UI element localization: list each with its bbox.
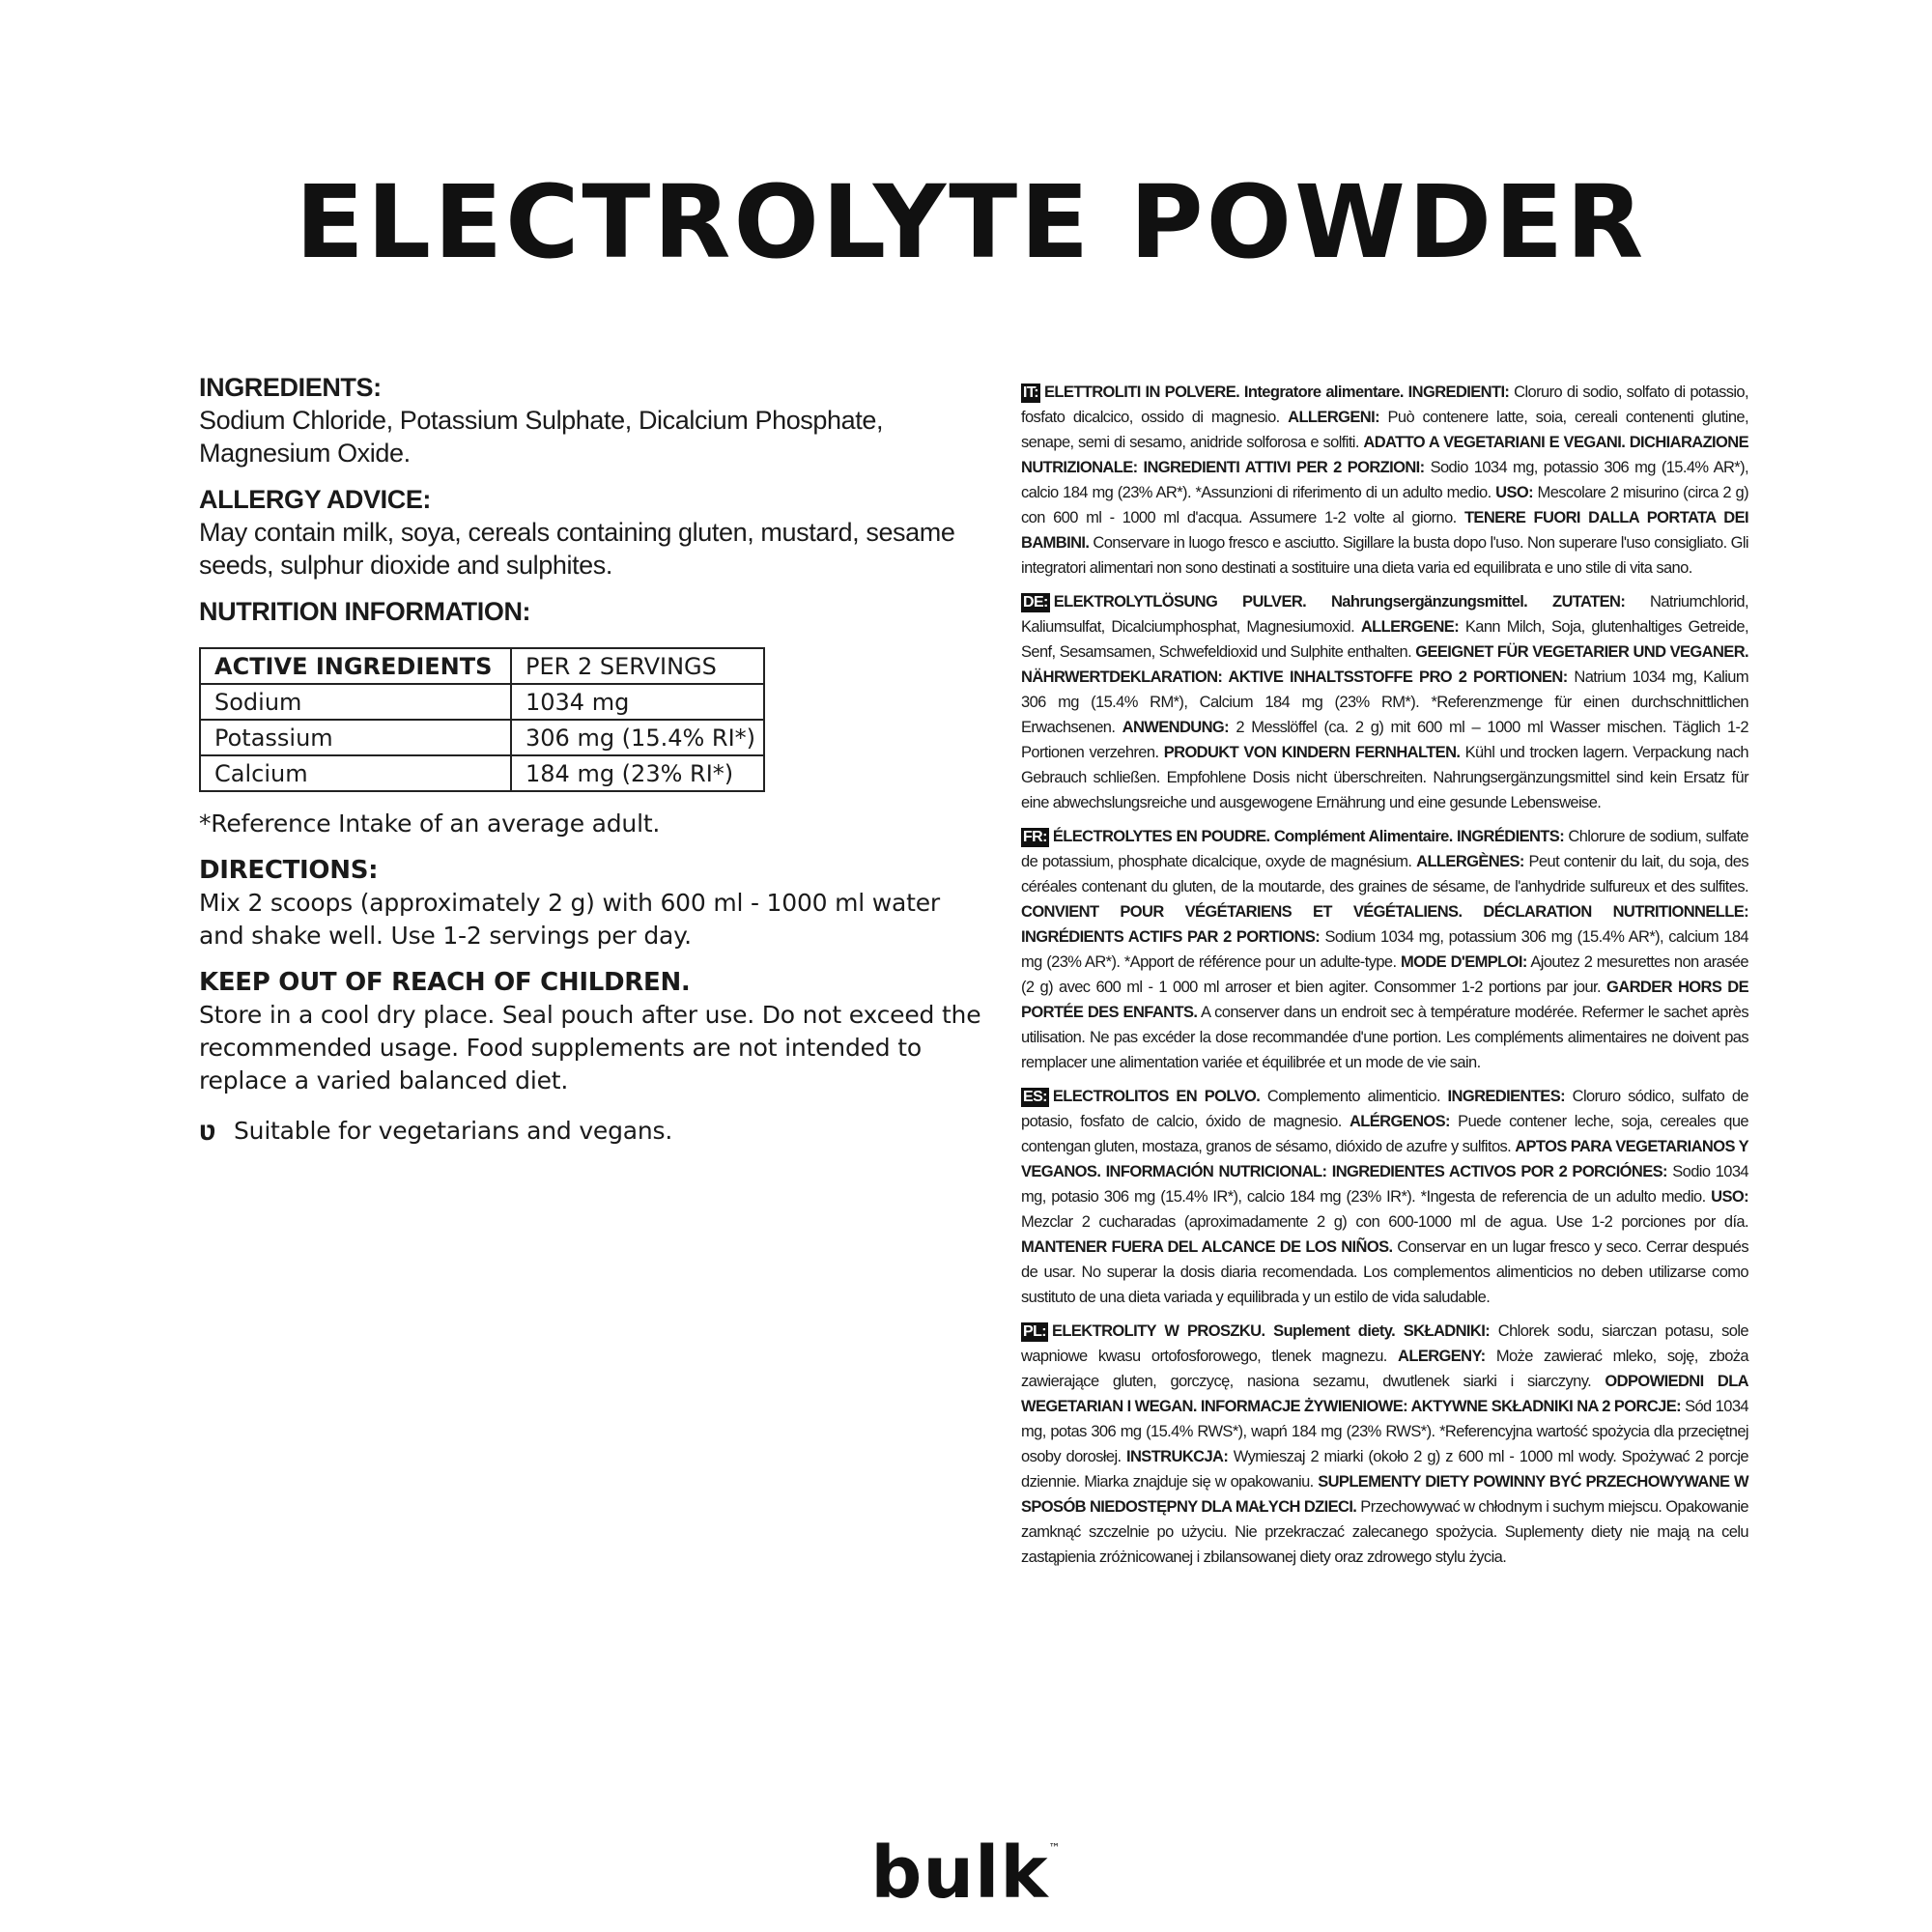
translation-bold-text: ELETTROLITI IN POLVERE. Integratore alimentare. INGREDIENTI: <box>1043 384 1510 401</box>
nutrition-table <box>199 647 765 792</box>
translation-bold-text: ELECTROLITOS EN POLVO. <box>1052 1088 1261 1105</box>
ingredients-text: Sodium Chloride, Potassium Sulphate, Dicalcium Phosphate, Magnesium Oxide. <box>199 406 884 468</box>
translation-bold-text: ALLERGÈNES: <box>1416 853 1524 870</box>
translation-bold-text: CONVIENT POUR VÉGÉTARIENS ET VÉGÉTALIENS. DÉCLARATION NUTRITIONNELLE: INGRÉDIENTS ACTIFS PAR 2 PORTIONS: <box>1021 903 1748 946</box>
translation-text: Peut contenir du lait, du soja, des céréales contenant du gluten, de la moutarde, des graines de sésame, de l'anhydride sulfureux et des sulfites. <box>1021 853 1748 895</box>
translation-fr <box>1021 824 1748 1075</box>
table-cell: 184 mg (23% RI*) <box>511 755 764 791</box>
language-code-badge: IT: <box>1023 384 1038 401</box>
english-label-column <box>199 371 987 1148</box>
translation-text: Kann Milch, Soja, glutenhaltiges Getreide, Senf, Sesamsamen, Schwefeldioxid und Sulphite enthalten. <box>1021 618 1748 661</box>
directions-heading: DIRECTIONS: <box>199 856 379 885</box>
translation-text: Mezclar 2 cucharadas (aproximadamente 2 g) con 600-1000 ml de agua. Use 1-2 porciones por día. <box>1021 1213 1748 1231</box>
table-header-cell: ACTIVE INGREDIENTS <box>200 648 511 684</box>
translation-text: Natrium 1034 mg, Kalium 306 mg (15.4% RM*), Calcium 184 mg (23% RM*). *Referenzmenge für einen durchschnittlichen Erwachsenen. <box>1021 668 1748 736</box>
allergy-text: May contain milk, soya, cereals containing gluten, mustard, sesame seeds, sulphur dioxide and sulphites. <box>199 518 955 580</box>
translation-bold-text: GARDER HORS DE PORTÉE DES ENFANTS. <box>1021 979 1748 1021</box>
table-cell: 306 mg (15.4% RI*) <box>511 720 764 755</box>
translation-bold-text: INSTRUKCJA: <box>1126 1448 1229 1465</box>
translation-it <box>1021 380 1748 581</box>
vegan-notice <box>199 1115 987 1148</box>
table-row <box>200 720 764 755</box>
translation-bold-text: ELEKTROLITY W PROSZKU. Suplement diety. SKŁADNIKI: <box>1051 1322 1491 1340</box>
translation-bold-text: SUPLEMENTY DIETY POWINNY BYĆ PRZECHOWYWANE W SPOSÓB NIEDOSTĘPNY DLA MAŁYCH DZIECI. <box>1021 1473 1748 1516</box>
translation-text: Mescolare 2 misurino (circa 2 g) con 600 ml - 1000 ml d'acqua. Assumere 1-2 volte al giorno. <box>1021 484 1748 526</box>
vegan-leaf-icon: ʋ <box>199 1115 216 1147</box>
translation-text: Cloruro di sodio, solfato di potassio, fosfato dicalcico, ossido di magnesio. <box>1021 384 1748 426</box>
directions-text: Mix 2 scoops (approximately 2 g) with 600 ml - 1000 ml water and shake well. Use 1-2 servings per day. <box>199 889 940 950</box>
translation-bold-text: MODE D'EMPLOI: <box>1400 953 1527 971</box>
translation-bold-text: ADATTO A VEGETARIANI E VEGANI. DICHIARAZIONE NUTRIZIONALE: INGREDIENTI ATTIVI PER 2 PORZIONI: <box>1021 434 1748 476</box>
translation-text: Może zawierać mleko, soję, zboża zawierające gluten, gorczycę, nasiona sezamu, dwutlenek siarki i siarczyny. <box>1021 1348 1748 1390</box>
translation-text: Sód 1034 mg, potas 306 mg (15.4% RWS*), wapń 184 mg (23% RWS*). *Referencyjna wartość spożycia dla przeciętnej osoby dorosłej. <box>1021 1398 1748 1465</box>
allergy-heading: ALLERGY ADVICE: <box>199 485 432 514</box>
table-cell: Calcium <box>200 755 511 791</box>
translation-bold-text: ALERGENY: <box>1398 1348 1486 1365</box>
translation-bold-text: ANWENDUNG: <box>1122 719 1230 736</box>
translation-text: Conservare in luogo fresco e asciutto. Sigillare la busta dopo l'uso. Non superare l'uso consigliato. Gli integratori alimentari non sono destinati a sostituire una dieta varia ed equilibrata e uno stile di vita sano. <box>1021 534 1748 577</box>
translation-text: Puede contener leche, soja, cereales que contengan gluten, mostaza, granos de sésamo, dióxido de azufre y sulfitos. <box>1021 1113 1748 1155</box>
language-code-badge: FR: <box>1023 829 1047 845</box>
translation-text: Conservar en un lugar fresco y seco. Cerrar después de usar. No superar la dosis diaria recomendada. Los complementos alimenticios no deben utilizarse como sustituto de una dieta variada y equilibrada y un estilo de vida saludable. <box>1021 1238 1748 1306</box>
translation-text: Cloruro sódico, sulfato de potasio, fosfato de calcio, óxido de magnesio. <box>1021 1088 1748 1130</box>
storage-text: Store in a cool dry place. Seal pouch after use. Do not exceed the recommended usage. Food supplements are not intended to replace a varied balanced diet. <box>199 1001 981 1094</box>
translation-text: Przechowywać w chłodnym i suchym miejscu. Opakowanie zamknąć szczelnie po użyciu. Nie przekraczać zalecanego spożycia. Suplementy diety nie mają na celu zastąpienia zróżnicowanej i zbilansowanej diety oraz zdrowego stylu życia. <box>1021 1498 1748 1566</box>
translation-bold-text: USO: <box>1711 1188 1748 1206</box>
trademark-symbol: ™ <box>1048 1841 1062 1855</box>
language-code-badge: ES: <box>1023 1089 1047 1105</box>
translation-bold-text: ALLERGENI: <box>1288 409 1379 426</box>
translation-bold-text: ALÉRGENOS: <box>1349 1113 1450 1130</box>
translation-text: Ajoutez 2 mesurettes non arasée (2 g) avec 600 ml - 1 000 ml arroser et bien agiter. Consommer 1-2 portions par jour. <box>1021 953 1748 996</box>
brand-logo <box>0 1832 1932 1915</box>
translation-bold-text: GEEIGNET FÜR VEGETARIER UND VEGANER. NÄHRWERTDEKLARATION: AKTIVE INHALTSSTOFFE PRO 2 PORTIONEN: <box>1021 643 1748 686</box>
table-row <box>200 684 764 720</box>
translation-bold-text: APTOS PARA VEGETARIANOS Y VEGANOS. INFORMACIÓN NUTRICIONAL: INGREDIENTES ACTIVOS POR 2 PORCIÓNES: <box>1021 1138 1748 1180</box>
translation-text: A conserver dans un endroit sec à température modérée. Refermer le sachet après utilisation. Ne pas excéder la dose recommandée d'une portion. Les compléments alimentaires ne doivent pas remplacer une alimentation variée et équilibrée et un mode de vie sain. <box>1021 1004 1748 1071</box>
table-header-row <box>200 648 764 684</box>
translation-bold-text: PRODUKT VON KINDERN FERNHALTEN. <box>1163 744 1461 761</box>
reference-note: *Reference Intake of an average adult. <box>199 810 661 838</box>
language-code-badge: PL: <box>1023 1323 1046 1340</box>
translation-bold-text: MANTENER FUERA DEL ALCANCE DE LOS NIÑOS. <box>1021 1238 1393 1256</box>
translation-text: Chlorek sodu, siarczan potasu, sole wapniowe kwasu ortofosforowego, tlenek magnezu. <box>1021 1322 1748 1365</box>
vegan-text: Suitable for vegetarians and vegans. <box>234 1117 673 1145</box>
translation-text: 2 Messlöffel (ca. 2 g) mit 600 ml – 1000 ml Wasser mischen. Täglich 1-2 Portionen verzehren. <box>1021 719 1749 761</box>
translation-bold-text: ELEKTROLYTLÖSUNG PULVER. Nahrungsergänzungsmittel. ZUTATEN: <box>1053 593 1626 611</box>
translation-text: Wymieszaj 2 miarki (około 2 g) z 600 ml - 1000 ml wody. Spożywać 2 porcje dziennie. Miarka znajduje się w opakowaniu. <box>1021 1448 1748 1491</box>
translation-text: Kühl und trocken lagern. Verpackung nach Gebrauch schließen. Empfohlene Dosis nicht überschreiten. Nahrungsergänzungsmittel sind kein Ersatz für eine abwechslungsreiche und ausgewogene Ernährung und eine gesunde Lebensweise. <box>1021 744 1748 811</box>
translation-text: Sodium 1034 mg, potassium 306 mg (15.4% AR*), calcium 184 mg (23% AR*). *Apport de référence pour un adulte-type. <box>1021 928 1748 971</box>
table-cell: 1034 mg <box>511 684 764 720</box>
table-row <box>200 755 764 791</box>
translation-pl <box>1021 1319 1748 1570</box>
table-header-cell: PER 2 SERVINGS <box>511 648 764 684</box>
table-cell: Potassium <box>200 720 511 755</box>
translation-bold-text: ÉLECTROLYTES EN POUDRE. Complément Alimentaire. INGRÉDIENTS: <box>1052 828 1565 845</box>
translation-text: Chlorure de sodium, sulfate de potassium, phosphate dicalcique, oxyde de magnésium. <box>1021 828 1749 870</box>
translation-bold-text: ODPOWIEDNI DLA WEGETARIAN I WEGAN. INFORMACJE ŻYWIENIOWE: AKTYWNE SKŁADNIKI NA 2 PORCJE: <box>1021 1373 1748 1415</box>
nutrition-heading: NUTRITION INFORMATION: <box>199 597 531 626</box>
language-code-badge: DE: <box>1023 594 1048 611</box>
translation-text: Natriumchlorid, Kaliumsulfat, Dicalciumphosphat, Magnesiumoxid. <box>1021 593 1748 636</box>
translation-es <box>1021 1084 1748 1310</box>
page-title: ELECTROLYTE POWDER <box>295 163 1647 281</box>
translation-text: Complemento alimenticio. <box>1260 1088 1448 1105</box>
translation-bold-text: USO: <box>1495 484 1533 501</box>
translation-de <box>1021 589 1748 815</box>
translation-bold-text: INGREDIENTES: <box>1447 1088 1566 1105</box>
translations-column <box>1021 380 1748 1578</box>
translation-bold-text: ALLERGENE: <box>1360 618 1460 636</box>
translation-text: Sodio 1034 mg, potasio 306 mg (15.4% IR*), calcio 184 mg (23% IR*). *Ingesta de referencia de un adulto medio. <box>1021 1163 1748 1206</box>
translation-text: Può contenere latte, soia, cereali contenenti glutine, senape, semi di sesamo, anidride solforosa e solfiti. <box>1021 409 1748 451</box>
translation-bold-text: TENERE FUORI DALLA PORTATA DEI BAMBINI. <box>1021 509 1748 552</box>
ingredients-heading: INGREDIENTS: <box>199 373 382 402</box>
logo-text: bulk <box>870 1832 1049 1915</box>
translation-text: Sodio 1034 mg, potassio 306 mg (15.4% AR*), calcio 184 mg (23% AR*). *Assunzioni di riferimento di un adulto medio. <box>1021 459 1748 501</box>
keep-out-heading: KEEP OUT OF REACH OF CHILDREN. <box>199 968 691 997</box>
table-cell: Sodium <box>200 684 511 720</box>
